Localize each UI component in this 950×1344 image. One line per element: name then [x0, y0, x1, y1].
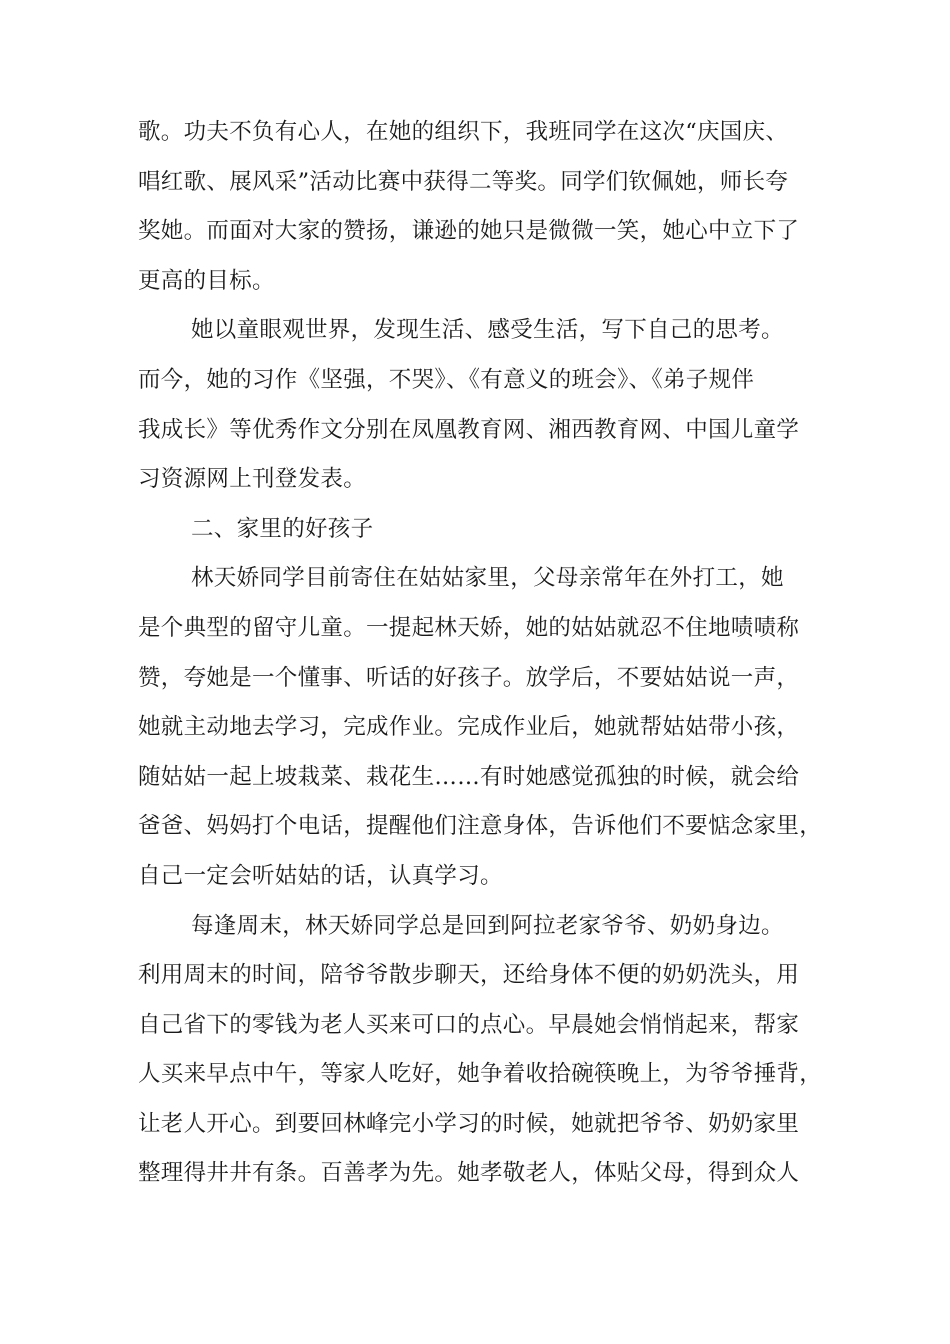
text-line: 林天娇同学目前寄住在姑姑家里，父母亲常年在外打工，她 [191, 565, 784, 592]
text-line: 她以童眼观世界，发现生活、感受生活，写下自己的思考。 [191, 317, 784, 344]
text-line: 整理得井井有条。百善孝为先。她孝敬老人，体贴父母，得到众人 [138, 1160, 800, 1187]
text-line: 赞，夸她是一个懂事、听话的好孩子。放学后，不要姑姑说一声， [138, 664, 800, 691]
text-line: 人买来早点中午，等家人吃好，她争着收拾碗筷晚上，为爷爷捶背， [138, 1061, 823, 1088]
text-line: 自己一定会听姑姑的话，认真学习。 [138, 862, 503, 889]
text-line: 更高的目标。 [138, 267, 275, 294]
text-line: 而今，她的习作《坚强，不哭》、《有意义的班会》、《弟子规伴 [138, 366, 755, 393]
text-line: 是个典型的留守儿童。一提起林天娇，她的姑姑就忍不住地啧啧称 [138, 614, 800, 641]
section-heading: 二、家里的好孩子 [191, 515, 374, 542]
text-line: 她就主动地去学习，完成作业。完成作业后，她就帮姑姑带小孩， [138, 714, 800, 741]
text-line: 我成长》等优秀作文分别在凤凰教育网、湘西教育网、中国儿童学 [138, 416, 800, 443]
text-line: 每逢周末，林天娇同学总是回到阿拉老家爷爷、奶奶身边。 [191, 912, 784, 939]
text-line: 随姑姑一起上坡栽菜、栽花生……有时她感觉孤独的时候，就会给 [138, 763, 800, 790]
text-line: 歌。功夫不负有心人，在她的组织下，我班同学在这次“庆国庆、 [138, 119, 789, 145]
text-line: 唱红歌、展风采”活动比赛中获得二等奖。同学们钦佩她，师长夸 [138, 168, 789, 195]
text-line: 让老人开心。到要回林峰完小学习的时候，她就把爷爷、奶奶家里 [138, 1110, 800, 1137]
text-line: 爸爸、妈妈打个电话，提醒他们注意身体，告诉他们不要惦念家里， [138, 813, 823, 840]
text-line: 自己省下的零钱为老人买来可口的点心。早晨她会悄悄起来，帮家 [138, 1011, 800, 1038]
document-body [138, 108, 828, 1199]
text-line: 利用周末的时间，陪爷爷散步聊天，还给身体不便的奶奶洗头，用 [138, 962, 800, 989]
text-line: 习资源网上刊登发表。 [138, 466, 367, 493]
text-line: 奖她。而面对大家的赞扬，谦逊的她只是微微一笑，她心中立下了 [138, 218, 800, 245]
